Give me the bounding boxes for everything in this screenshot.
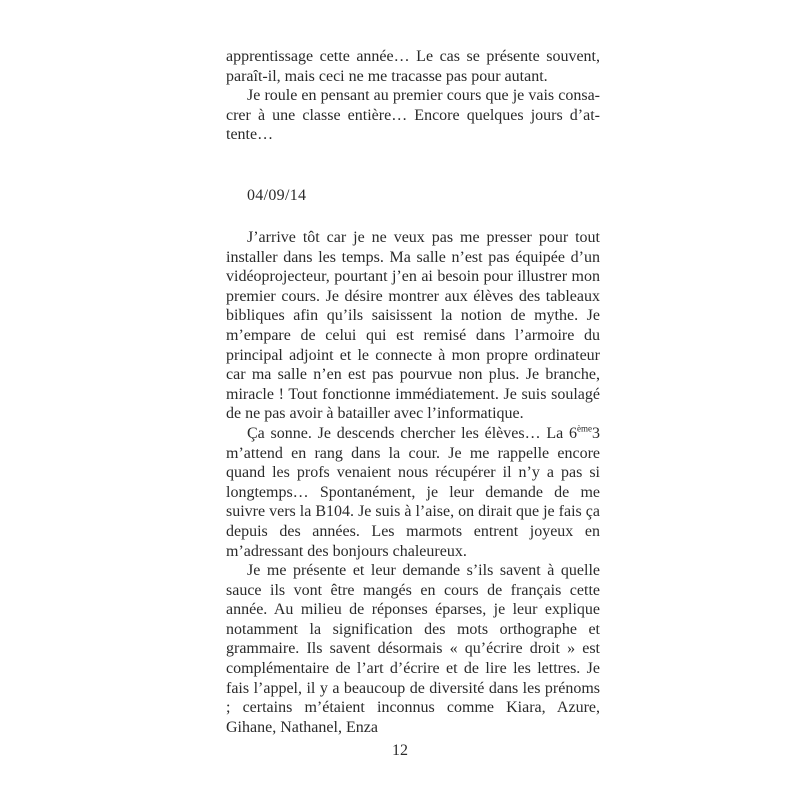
paragraph-first-lesson: Je roule en pensant au premier cours que je vais consacrer à une classe entière… Encore quelques jours d’attente… xyxy=(226,87,600,144)
top-text-block xyxy=(226,47,600,145)
main-text-block xyxy=(226,228,600,737)
paragraph-bell-before: Ça sonne. Je descends chercher les élèves… La 6 xyxy=(247,424,577,442)
paragraph-bell xyxy=(226,424,600,561)
paragraph-bell-after: 3 m’attend en rang dans la cour. Je me rappelle encore quand les profs venaient nous récupérer il n’y a pas si longtemps… Spontanément, je leur demande de me suivre vers la B104. Je suis à l’aise, on dirait que je fais ça depuis des années. Les marmots entrent joyeux en m’adressant des bonjours chaleureux. xyxy=(226,424,600,560)
paragraph-arrival: J’arrive tôt car je ne veux pas me presser pour tout installer dans les temps. Ma salle n’est pas équipée d’un vidéoprojecteur, pourtant j’en ai besoin pour illustrer mon premier cours. Je désire montrer aux élèves des tableaux bibliques afin qu’ils saisissent la notion de mythe. Je m’empare de celui qui est remisé dans l’armoire du principal adjoint et le connecte à mon propre ordinateur car ma salle n’en est pas pourvue non plus. Je branche, miracle ! Tout fonctionne immédiatement. Je suis soulagé de ne pas avoir à batailler avec l’informatique. xyxy=(226,229,600,423)
paragraph-continuation: apprentissage cette année… Le cas se présente souvent, paraît-il, mais ceci ne me tracasse pas pour autant. xyxy=(226,48,600,85)
diary-date: 04/09/14 xyxy=(247,187,307,204)
class-level-superscript: ème xyxy=(577,423,592,434)
paragraph-introduction: Je me présente et leur demande s’ils savent à quelle sauce ils vont être mangés en cours de français cette année. Au milieu de réponses éparses, je leur explique notamment la signification des mots orthographe et grammaire. Ils savent désormais « qu’écrire droit » est complémentaire de l’art d’écrire et de lire les lettres. Je fais l’appel, il y a beaucoup de diversité dans les prénoms ; certains m’étaient inconnus comme Kiara, Azure, Gihane, Nathanel, Enza xyxy=(226,562,600,736)
page-number: 12 xyxy=(392,742,408,759)
